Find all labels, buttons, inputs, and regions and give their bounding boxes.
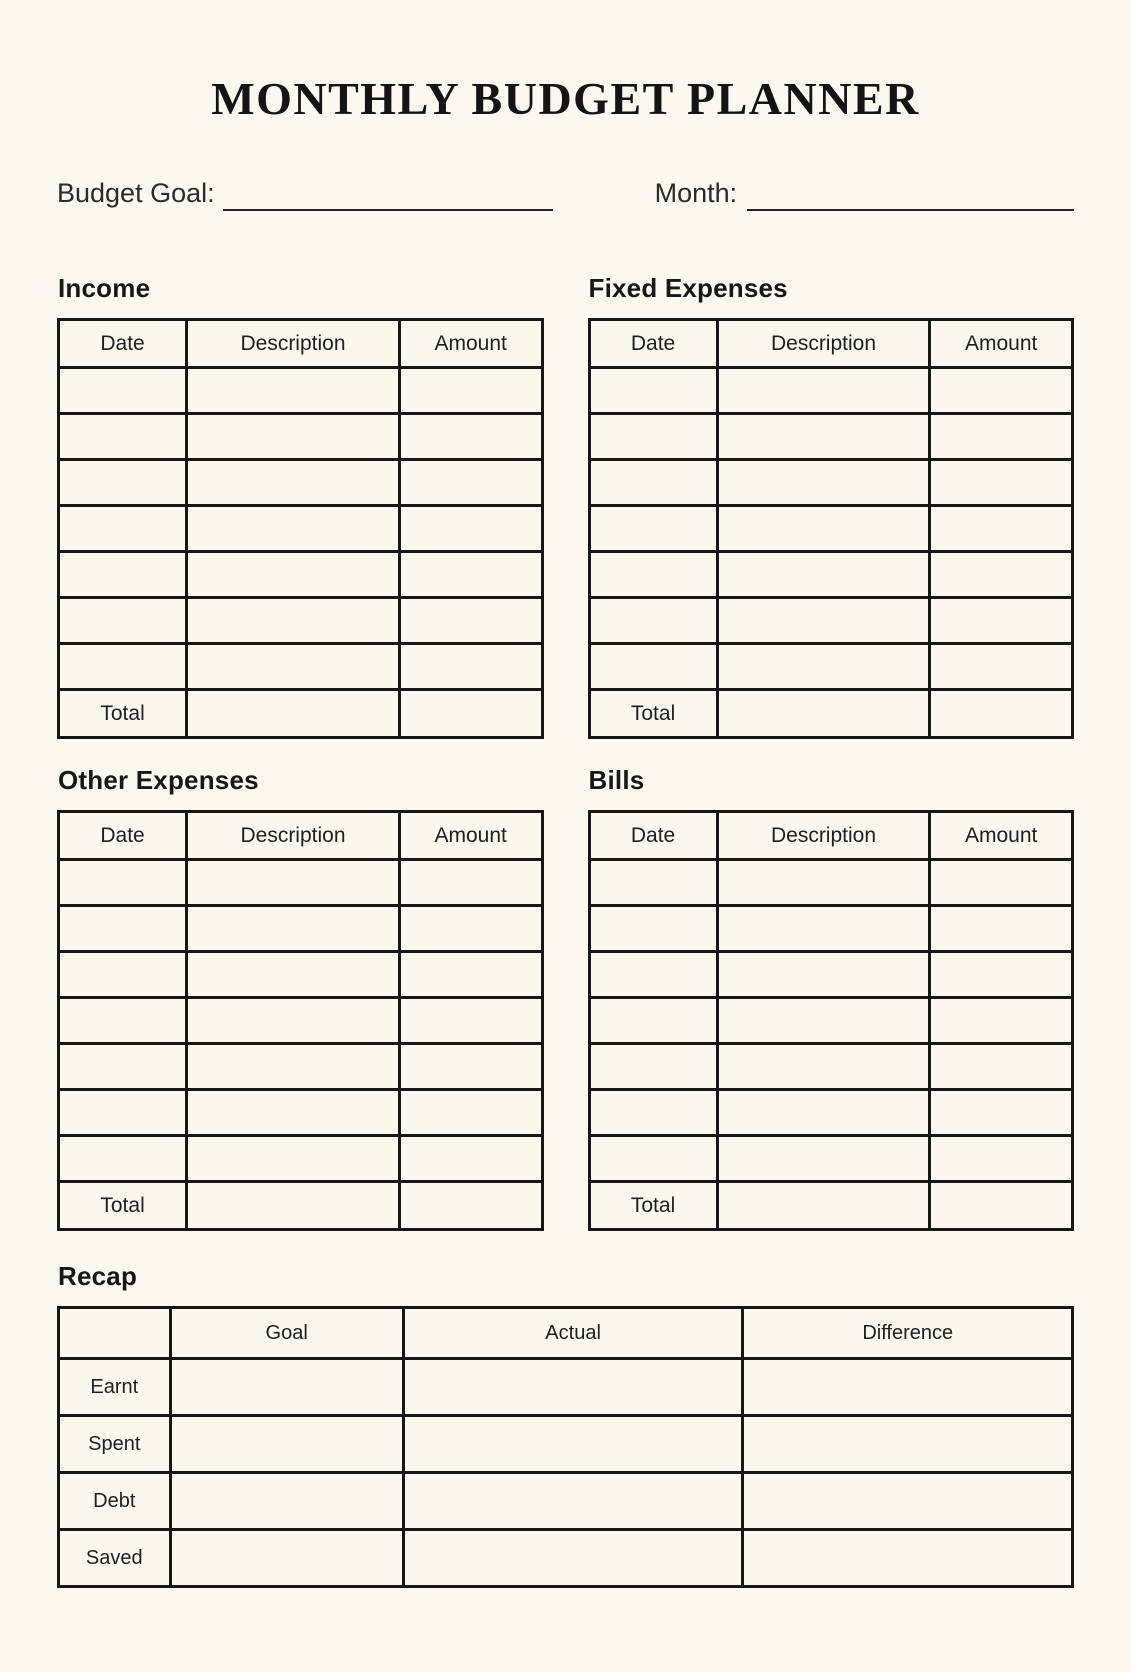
budget-goal-label: Budget Goal: xyxy=(57,177,215,208)
recap-heading: Recap xyxy=(58,1261,138,1291)
income-table xyxy=(57,318,544,739)
other-expenses-row-1-amount-cell[interactable] xyxy=(399,860,542,906)
recap-saved-goal-cell[interactable] xyxy=(170,1530,403,1587)
fixed-expenses-row-3 xyxy=(589,460,1073,506)
bills-row-2-date-cell[interactable] xyxy=(589,906,717,952)
income-row-7-amount-cell[interactable] xyxy=(399,644,542,690)
other-expenses-col-amount: Amount xyxy=(399,812,542,860)
recap-saved-actual-cell[interactable] xyxy=(403,1530,743,1587)
fixed-expenses-row-3-amount-cell[interactable] xyxy=(930,460,1073,506)
bills-row-4-description-cell[interactable] xyxy=(717,998,930,1044)
fixed-expenses-row-1-amount-cell[interactable] xyxy=(930,368,1073,414)
other-expenses-row-6-description-cell[interactable] xyxy=(187,1090,400,1136)
fixed-expenses-col-date: Date xyxy=(589,320,717,368)
fixed-expenses-row-6 xyxy=(589,598,1073,644)
recap-spent-actual-cell[interactable] xyxy=(403,1416,743,1473)
income-row-5-amount-cell[interactable] xyxy=(399,552,542,598)
other-expenses-section xyxy=(57,765,544,1231)
bills-row-1-date-cell[interactable] xyxy=(589,860,717,906)
other-expenses-row-7 xyxy=(59,1136,543,1182)
bills-total-amount-cell[interactable] xyxy=(930,1182,1073,1230)
recap-earnt-difference-cell[interactable] xyxy=(743,1359,1073,1416)
income-row-7-date-cell[interactable] xyxy=(59,644,187,690)
other-expenses-total-amount-cell[interactable] xyxy=(399,1182,542,1230)
fixed-expenses-heading: Fixed Expenses xyxy=(588,273,788,303)
income-row-3-description-cell[interactable] xyxy=(187,460,400,506)
recap-corner-cell xyxy=(59,1308,171,1359)
other-expenses-total-description-cell[interactable] xyxy=(187,1182,400,1230)
bills-row-3-amount-cell[interactable] xyxy=(930,952,1073,998)
fixed-expenses-row-5-amount-cell[interactable] xyxy=(930,552,1073,598)
other-expenses-row-5 xyxy=(59,1044,543,1090)
recap-debt-difference-cell[interactable] xyxy=(743,1473,1073,1530)
fixed-expenses-row-2-date-cell[interactable] xyxy=(589,414,717,460)
recap-row-debt xyxy=(59,1473,1073,1530)
income-col-date: Date xyxy=(59,320,187,368)
recap-debt-actual-cell[interactable] xyxy=(403,1473,743,1530)
income-total-label: Total xyxy=(59,690,187,738)
bills-row-7 xyxy=(589,1136,1073,1182)
planner-tables-grid xyxy=(57,273,1074,1231)
income-row-4 xyxy=(59,506,543,552)
income-row-5 xyxy=(59,552,543,598)
fixed-expenses-row-5 xyxy=(589,552,1073,598)
fixed-expenses-row-5-description-cell[interactable] xyxy=(717,552,930,598)
income-row-4-description-cell[interactable] xyxy=(187,506,400,552)
fixed-expenses-row-1-date-cell[interactable] xyxy=(589,368,717,414)
fixed-expenses-table xyxy=(588,318,1075,739)
other-expenses-row-7-amount-cell[interactable] xyxy=(399,1136,542,1182)
income-total-amount-cell[interactable] xyxy=(399,690,542,738)
fixed-expenses-row-2 xyxy=(589,414,1073,460)
bills-row-4-date-cell[interactable] xyxy=(589,998,717,1044)
fixed-expenses-row-7 xyxy=(589,644,1073,690)
income-row-5-date-cell[interactable] xyxy=(59,552,187,598)
bills-row-2-description-cell[interactable] xyxy=(717,906,930,952)
budget-goal-input[interactable] xyxy=(223,177,553,211)
fixed-expenses-total-label: Total xyxy=(589,690,717,738)
bills-col-date: Date xyxy=(589,812,717,860)
recap-col-actual: Actual xyxy=(403,1308,743,1359)
other-expenses-row-7-description-cell[interactable] xyxy=(187,1136,400,1182)
fixed-expenses-col-description: Description xyxy=(717,320,930,368)
income-row-7 xyxy=(59,644,543,690)
fixed-expenses-total-description-cell[interactable] xyxy=(717,690,930,738)
income-col-amount: Amount xyxy=(399,320,542,368)
recap-label-earnt: Earnt xyxy=(59,1359,171,1416)
income-row-2-amount-cell[interactable] xyxy=(399,414,542,460)
recap-saved-difference-cell[interactable] xyxy=(743,1530,1073,1587)
bills-row-5 xyxy=(589,1044,1073,1090)
income-row-6-description-cell[interactable] xyxy=(187,598,400,644)
income-row-2-date-cell[interactable] xyxy=(59,414,187,460)
income-row-6 xyxy=(59,598,543,644)
month-field xyxy=(655,177,1074,211)
income-total-row xyxy=(59,690,543,738)
income-section xyxy=(57,273,544,739)
fixed-expenses-row-2-description-cell[interactable] xyxy=(717,414,930,460)
other-expenses-heading: Other Expenses xyxy=(58,765,259,795)
page-title: MONTHLY BUDGET PLANNER xyxy=(211,73,920,124)
fixed-expenses-row-1 xyxy=(589,368,1073,414)
bills-section xyxy=(588,765,1075,1231)
recap-label-spent: Spent xyxy=(59,1416,171,1473)
bills-row-6-date-cell[interactable] xyxy=(589,1090,717,1136)
other-expenses-row-5-date-cell[interactable] xyxy=(59,1044,187,1090)
other-expenses-row-2-description-cell[interactable] xyxy=(187,906,400,952)
bills-row-3-description-cell[interactable] xyxy=(717,952,930,998)
fixed-expenses-row-3-date-cell[interactable] xyxy=(589,460,717,506)
other-expenses-row-2-date-cell[interactable] xyxy=(59,906,187,952)
income-col-description: Description xyxy=(187,320,400,368)
other-expenses-row-1-description-cell[interactable] xyxy=(187,860,400,906)
fixed-expenses-row-4-description-cell[interactable] xyxy=(717,506,930,552)
other-expenses-row-4-amount-cell[interactable] xyxy=(399,998,542,1044)
income-row-1 xyxy=(59,368,543,414)
other-expenses-row-1-date-cell[interactable] xyxy=(59,860,187,906)
bills-total-row xyxy=(589,1182,1073,1230)
income-row-1-date-cell[interactable] xyxy=(59,368,187,414)
recap-spent-difference-cell[interactable] xyxy=(743,1416,1073,1473)
fixed-expenses-section xyxy=(588,273,1075,739)
bills-row-3 xyxy=(589,952,1073,998)
bills-row-1 xyxy=(589,860,1073,906)
bills-row-7-date-cell[interactable] xyxy=(589,1136,717,1182)
fixed-expenses-row-2-amount-cell[interactable] xyxy=(930,414,1073,460)
fixed-expenses-row-6-amount-cell[interactable] xyxy=(930,598,1073,644)
other-expenses-col-description: Description xyxy=(187,812,400,860)
bills-row-5-description-cell[interactable] xyxy=(717,1044,930,1090)
bills-row-2-amount-cell[interactable] xyxy=(930,906,1073,952)
other-expenses-row-2 xyxy=(59,906,543,952)
bills-row-3-date-cell[interactable] xyxy=(589,952,717,998)
other-expenses-row-4-description-cell[interactable] xyxy=(187,998,400,1044)
other-expenses-row-2-amount-cell[interactable] xyxy=(399,906,542,952)
bills-total-label: Total xyxy=(589,1182,717,1230)
fixed-expenses-total-row xyxy=(589,690,1073,738)
bills-col-amount: Amount xyxy=(930,812,1073,860)
fixed-expenses-row-5-date-cell[interactable] xyxy=(589,552,717,598)
month-label: Month: xyxy=(654,177,738,208)
other-expenses-row-3-description-cell[interactable] xyxy=(187,952,400,998)
income-row-6-amount-cell[interactable] xyxy=(399,598,542,644)
fixed-expenses-row-4 xyxy=(589,506,1073,552)
fixed-expenses-row-7-description-cell[interactable] xyxy=(717,644,930,690)
other-expenses-row-3-amount-cell[interactable] xyxy=(399,952,542,998)
fixed-expenses-row-1-description-cell[interactable] xyxy=(717,368,930,414)
bills-row-6 xyxy=(589,1090,1073,1136)
fixed-expenses-row-6-date-cell[interactable] xyxy=(589,598,717,644)
bills-row-5-date-cell[interactable] xyxy=(589,1044,717,1090)
month-input[interactable] xyxy=(747,177,1074,211)
recap-row-spent xyxy=(59,1416,1073,1473)
bills-row-5-amount-cell[interactable] xyxy=(930,1044,1073,1090)
other-expenses-row-3 xyxy=(59,952,543,998)
bills-heading: Bills xyxy=(588,765,645,795)
income-row-5-description-cell[interactable] xyxy=(187,552,400,598)
bills-row-7-amount-cell[interactable] xyxy=(930,1136,1073,1182)
fixed-expenses-row-4-date-cell[interactable] xyxy=(589,506,717,552)
header-fields xyxy=(57,177,1074,211)
recap-label-debt: Debt xyxy=(59,1473,171,1530)
income-row-7-description-cell[interactable] xyxy=(187,644,400,690)
recap-row-earnt xyxy=(59,1359,1073,1416)
bills-row-4 xyxy=(589,998,1073,1044)
recap-row-saved xyxy=(59,1530,1073,1587)
other-expenses-row-6 xyxy=(59,1090,543,1136)
income-row-1-description-cell[interactable] xyxy=(187,368,400,414)
fixed-expenses-total-amount-cell[interactable] xyxy=(930,690,1073,738)
income-row-4-date-cell[interactable] xyxy=(59,506,187,552)
other-expenses-col-date: Date xyxy=(59,812,187,860)
other-expenses-table xyxy=(57,810,544,1231)
income-row-1-amount-cell[interactable] xyxy=(399,368,542,414)
other-expenses-row-3-date-cell[interactable] xyxy=(59,952,187,998)
other-expenses-row-1 xyxy=(59,860,543,906)
fixed-expenses-row-7-date-cell[interactable] xyxy=(589,644,717,690)
bills-table xyxy=(588,810,1075,1231)
recap-section xyxy=(57,1261,1074,1588)
income-heading: Income xyxy=(58,273,151,303)
recap-earnt-goal-cell[interactable] xyxy=(170,1359,403,1416)
fixed-expenses-row-3-description-cell[interactable] xyxy=(717,460,930,506)
budget-planner-page xyxy=(0,72,1131,1588)
other-expenses-total-row xyxy=(59,1182,543,1230)
other-expenses-row-5-amount-cell[interactable] xyxy=(399,1044,542,1090)
bills-row-2 xyxy=(589,906,1073,952)
bills-row-7-description-cell[interactable] xyxy=(717,1136,930,1182)
income-total-description-cell[interactable] xyxy=(187,690,400,738)
bills-row-4-amount-cell[interactable] xyxy=(930,998,1073,1044)
bills-row-1-amount-cell[interactable] xyxy=(930,860,1073,906)
other-expenses-row-5-description-cell[interactable] xyxy=(187,1044,400,1090)
fixed-expenses-row-4-amount-cell[interactable] xyxy=(930,506,1073,552)
bills-row-6-description-cell[interactable] xyxy=(717,1090,930,1136)
bills-total-description-cell[interactable] xyxy=(717,1182,930,1230)
recap-label-saved: Saved xyxy=(59,1530,171,1587)
other-expenses-row-6-amount-cell[interactable] xyxy=(399,1090,542,1136)
fixed-expenses-row-6-description-cell[interactable] xyxy=(717,598,930,644)
recap-earnt-actual-cell[interactable] xyxy=(403,1359,743,1416)
bills-row-1-description-cell[interactable] xyxy=(717,860,930,906)
income-row-2 xyxy=(59,414,543,460)
income-row-2-description-cell[interactable] xyxy=(187,414,400,460)
other-expenses-row-4 xyxy=(59,998,543,1044)
fixed-expenses-col-amount: Amount xyxy=(930,320,1073,368)
income-row-6-date-cell[interactable] xyxy=(59,598,187,644)
other-expenses-row-6-date-cell[interactable] xyxy=(59,1090,187,1136)
budget-goal-field xyxy=(57,177,553,211)
other-expenses-total-label: Total xyxy=(59,1182,187,1230)
recap-spent-goal-cell[interactable] xyxy=(170,1416,403,1473)
bills-col-description: Description xyxy=(717,812,930,860)
income-row-3 xyxy=(59,460,543,506)
recap-col-difference: Difference xyxy=(743,1308,1073,1359)
other-expenses-row-7-date-cell[interactable] xyxy=(59,1136,187,1182)
income-row-3-date-cell[interactable] xyxy=(59,460,187,506)
recap-debt-goal-cell[interactable] xyxy=(170,1473,403,1530)
recap-table xyxy=(57,1306,1074,1588)
recap-col-goal: Goal xyxy=(170,1308,403,1359)
bills-row-6-amount-cell[interactable] xyxy=(930,1090,1073,1136)
income-row-3-amount-cell[interactable] xyxy=(399,460,542,506)
other-expenses-row-4-date-cell[interactable] xyxy=(59,998,187,1044)
fixed-expenses-row-7-amount-cell[interactable] xyxy=(930,644,1073,690)
income-row-4-amount-cell[interactable] xyxy=(399,506,542,552)
